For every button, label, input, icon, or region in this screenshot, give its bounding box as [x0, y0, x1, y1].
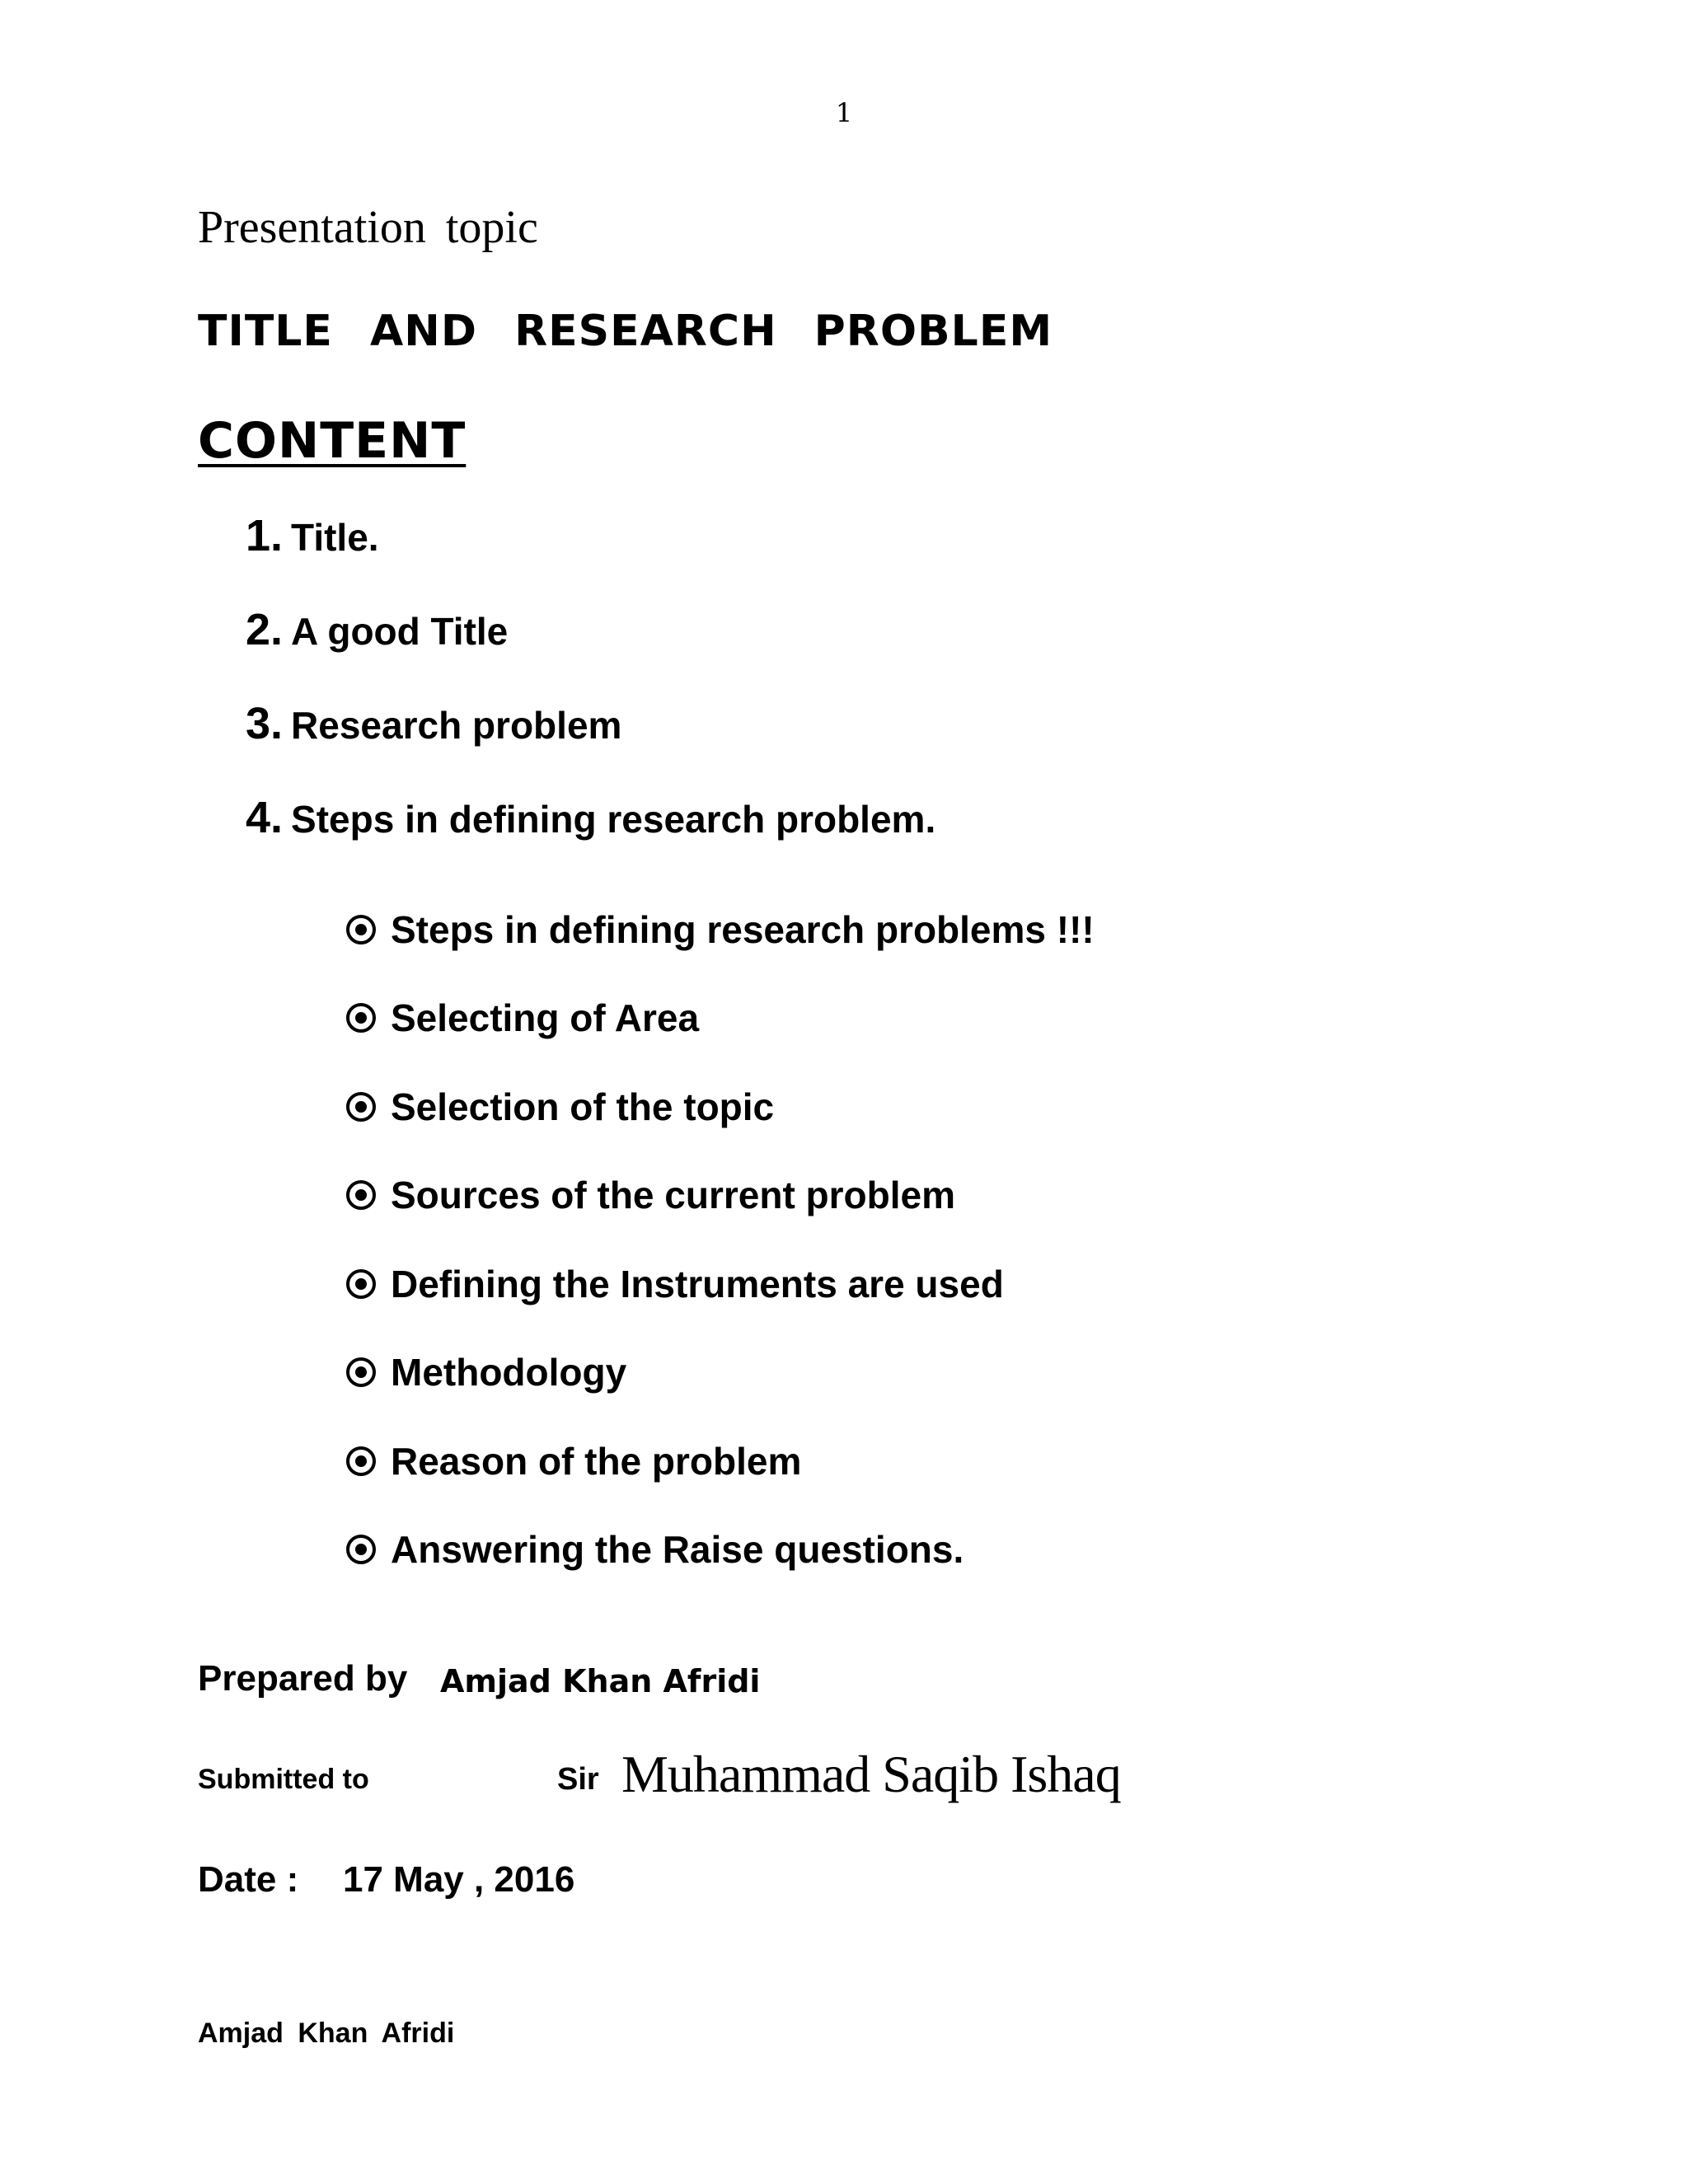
bullet-item: [346, 1417, 1095, 1506]
bullet-item-text: Steps in defining research problems !!!: [391, 907, 1095, 951]
bullet-item: [346, 1506, 1095, 1595]
bullet-item-text: Reason of the problem: [391, 1439, 802, 1483]
list-item-text: A good Title: [291, 610, 509, 653]
list-item-number: 3.: [246, 699, 284, 748]
list-item-number: 2.: [246, 605, 284, 654]
circle-dot-bullet-icon: [346, 1180, 376, 1210]
page-number: 1: [835, 97, 853, 129]
circle-dot-bullet-icon: [346, 1092, 376, 1122]
bullet-item: [346, 974, 1095, 1063]
bullet-item: [346, 1062, 1095, 1151]
circle-dot-bullet-icon: [346, 1446, 376, 1476]
circle-dot-bullet-icon: [346, 1269, 376, 1299]
submitted-to-prefix: Sir: [557, 1762, 599, 1797]
document-title: TITLE AND RESEARCH PROBLEM: [198, 307, 1053, 356]
list-item: [246, 511, 935, 605]
bullet-item: [346, 1329, 1095, 1418]
circle-dot-bullet-icon: [346, 915, 376, 944]
list-item: [246, 793, 935, 887]
circle-dot-bullet-icon: [346, 1535, 376, 1564]
prepared-by-row: [198, 1658, 761, 1699]
submitted-to-name: Muhammad Saqib Ishaq: [621, 1745, 1121, 1803]
bullet-item: [346, 1151, 1095, 1240]
date-value: 17 May , 2016: [343, 1859, 575, 1900]
date-row: [198, 1859, 575, 1900]
bullet-item-text: Selecting of Area: [391, 996, 700, 1040]
list-item-text: Steps in defining research problem.: [291, 798, 936, 841]
list-item-number: 1.: [246, 511, 284, 560]
bullet-item-text: Selection of the topic: [391, 1085, 775, 1128]
circle-dot-bullet-icon: [346, 1357, 376, 1387]
list-item: [246, 699, 935, 793]
contents-numbered-list: [246, 511, 935, 887]
prepared-by-label: Prepared by: [198, 1658, 408, 1699]
bullet-item-text: Answering the Raise questions.: [391, 1528, 964, 1572]
bullet-item: [346, 885, 1095, 974]
bullet-item: [346, 1240, 1095, 1329]
bullet-item-text: Sources of the current problem: [391, 1174, 956, 1217]
list-item-text: Title.: [291, 516, 379, 559]
bullet-item-text: Defining the Instruments are used: [391, 1262, 1004, 1305]
submitted-to-label: Submitted to: [198, 1764, 369, 1795]
prepared-by-name: Amjad Khan Afridi: [440, 1663, 761, 1699]
circle-dot-bullet-icon: [346, 1003, 376, 1033]
date-label: Date :: [198, 1859, 299, 1900]
list-item-number: 4.: [246, 793, 284, 842]
list-item: [246, 605, 935, 699]
contents-bullet-list: [346, 885, 1095, 1594]
presentation-topic-label: Presentation topic: [198, 202, 538, 253]
bullet-item-text: Methodology: [391, 1351, 627, 1394]
footer-author: Amjad Khan Afridi: [198, 2018, 455, 2049]
content-heading: CONTENT: [198, 412, 467, 470]
list-item-text: Research problem: [291, 704, 622, 747]
